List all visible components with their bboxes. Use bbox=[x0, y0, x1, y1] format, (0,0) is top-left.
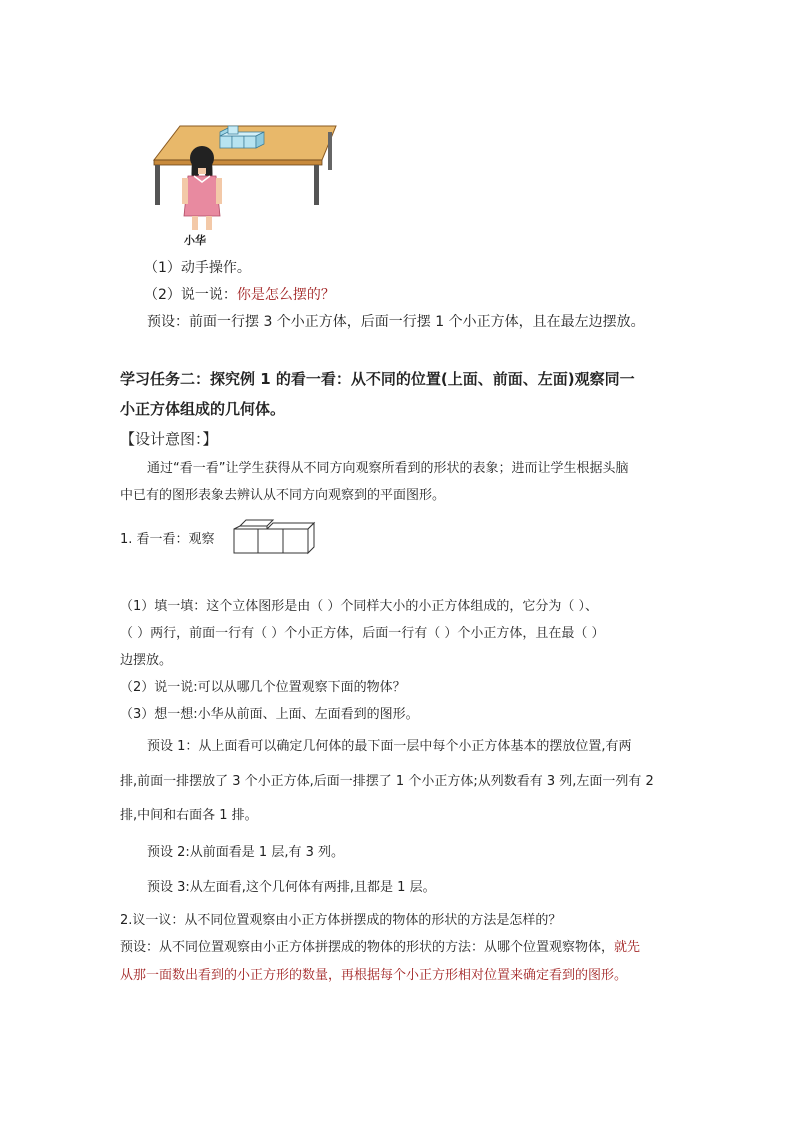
preset1-line3: 排,中间和右面各 1 排。 bbox=[120, 808, 258, 823]
section1-preset: 预设：前面一行摆 3 个小正方体，后面一行摆 1 个小正方体，且在最左边摆放。 bbox=[147, 314, 645, 330]
operate-item: （1）动手操作。 bbox=[144, 260, 251, 276]
illustration-caption: 小华 bbox=[184, 234, 206, 247]
discuss-answer-red: 就先 bbox=[614, 940, 641, 955]
table-scene-svg bbox=[148, 118, 338, 253]
discuss-question: 2.议一议：从不同位置观察由小正方体拼摆成的物体的形状的方法是怎样的？ bbox=[120, 913, 562, 928]
preset2: 预设 2:从前面看是 1 层,有 3 列。 bbox=[147, 845, 344, 860]
think-question: （3）想一想:小华从前面、上面、左面看到的图形。 bbox=[120, 707, 419, 722]
intent-line2: 中已有的图形表象去辨认从不同方向观察到的平面图形。 bbox=[120, 488, 446, 503]
preset3: 预设 3:从左面看,这个几何体有两排,且都是 1 层。 bbox=[147, 880, 436, 895]
say-question: （2）说一说:可以从哪几个位置观察下面的物体？ bbox=[120, 680, 406, 695]
intent-line1: 通过“看一看”让学生获得从不同方向观察所看到的形状的表象；进而让学生根据头脑 bbox=[147, 461, 629, 476]
cube-diagram-svg bbox=[232, 519, 322, 557]
preset1-line2: 排,前面一排摆放了 3 个小正方体,后面一排摆了 1 个小正方体;从列数看有 3 列,左面一列有 2 bbox=[120, 774, 654, 789]
cube-right-side bbox=[308, 523, 314, 553]
preset1-line1: 预设 1：从上面看可以确定几何体的最下面一层中每个小正方体基本的摆放位置,有两 bbox=[147, 739, 632, 754]
discuss-answer-line2: 从那一面数出看到的小正方形的数量，再根据每个小正方形相对位置来确定看到的图形。 bbox=[120, 968, 628, 983]
say-item bbox=[144, 285, 335, 305]
fill-line3: 边摆放。 bbox=[120, 653, 173, 668]
table-leg-left bbox=[155, 165, 160, 205]
cube-front-middle bbox=[258, 529, 283, 553]
cube-diagram bbox=[232, 519, 322, 557]
discuss-answer-line1 bbox=[120, 938, 640, 958]
task2-title-line1: 学习任务二：探究例 1 的看一看：从不同的位置(上面、前面、左面)观察同一 bbox=[120, 370, 635, 388]
table-edge bbox=[154, 160, 322, 165]
cube-front-right bbox=[283, 529, 308, 553]
table-leg-back-right bbox=[328, 132, 332, 170]
design-intent-heading: 【设计意图：】 bbox=[120, 430, 218, 448]
table-leg-right bbox=[314, 165, 319, 205]
cube-back-top bbox=[240, 520, 273, 526]
look-label: 1. 看一看：观察 bbox=[120, 532, 215, 547]
say-item-prefix: （2）说一说： bbox=[144, 287, 237, 303]
cube-front-top bbox=[267, 523, 314, 529]
fill-line2: （ ）两行，前面一行有（ ）个小正方体，后面一行有（ ）个小正方体，且在最（ ） bbox=[120, 626, 605, 641]
say-item-question: 你是怎么摆的？ bbox=[236, 287, 335, 303]
cube-front-left bbox=[234, 529, 258, 553]
task2-title-line2: 小正方体组成的几何体。 bbox=[120, 400, 286, 418]
fill-line1: （1）填一填：这个立体图形是由（ ）个同样大小的小正方体组成的，它分为（ ）、 bbox=[120, 599, 599, 614]
table-illustration bbox=[148, 118, 338, 253]
discuss-answer-black: 预设：从不同位置观察由小正方体拼摆成的物体的形状的方法：从哪个位置观察物体， bbox=[120, 940, 615, 955]
